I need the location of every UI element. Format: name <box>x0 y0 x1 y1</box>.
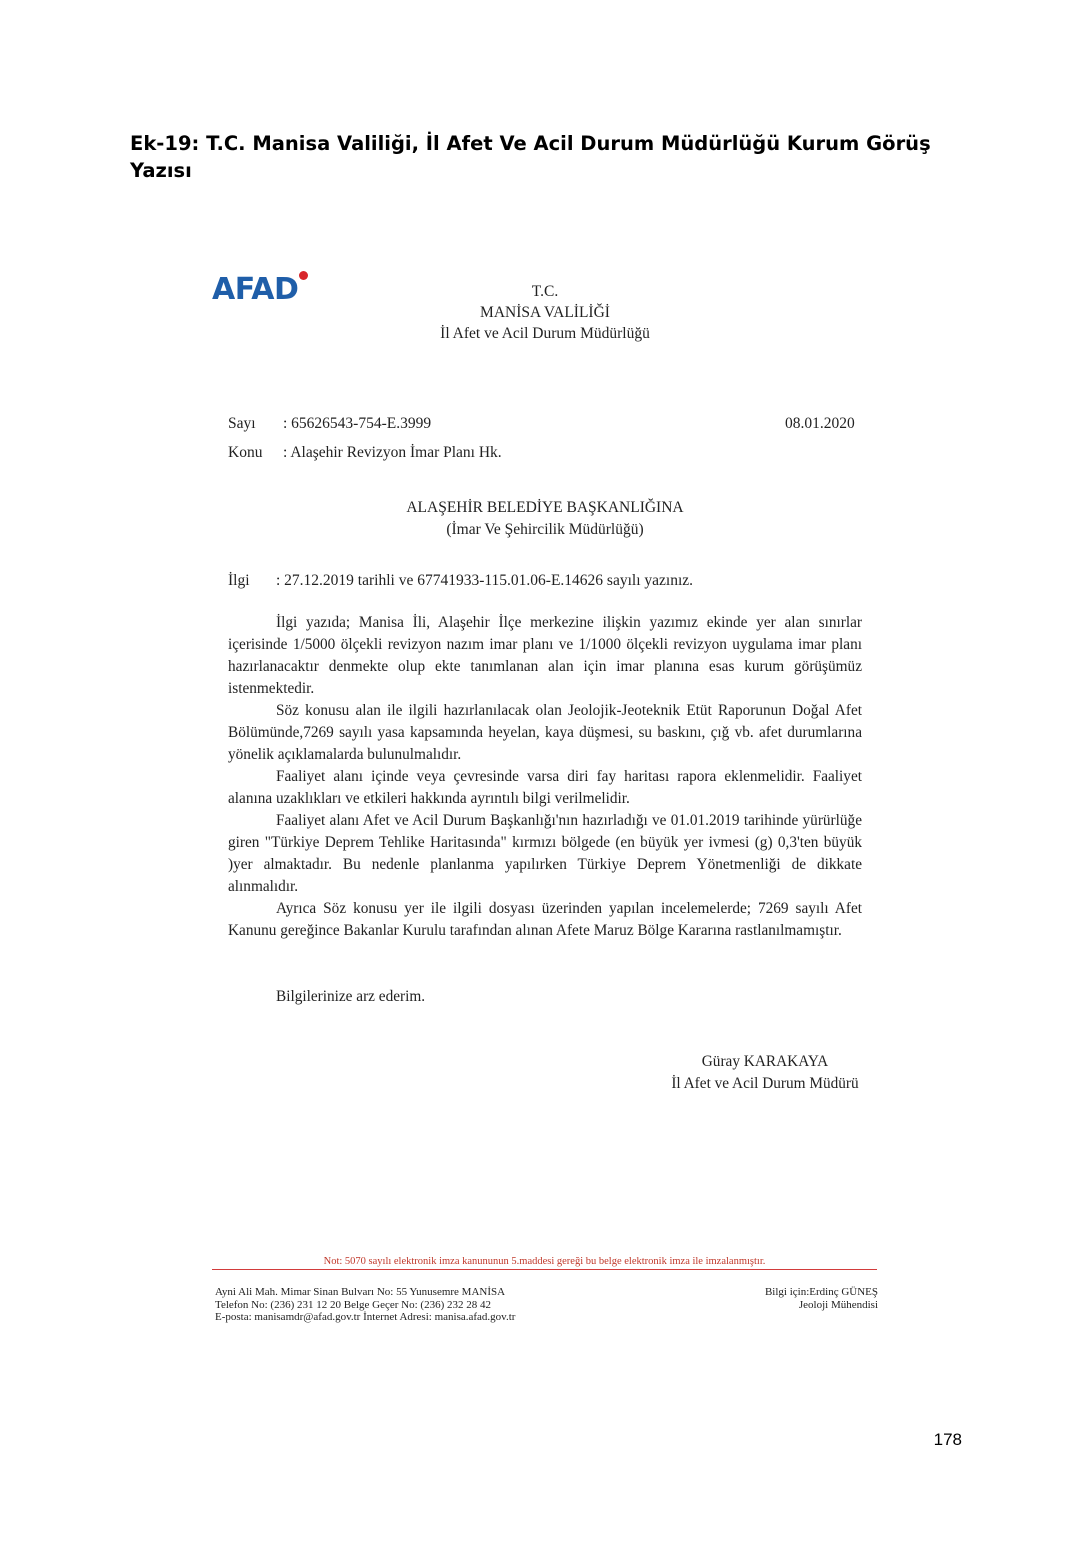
paragraph: İlgi yazıda; Manisa İli, Alaşehir İlçe merkezine ilişkin yazımız ekinde yer alan sınırlar içerisinde 1/5000 ölçekli revizyon nazım imar planı ve 1/1000 ölçekli revizyon uygulama imar planı hazırlanacaktır denmekte olup ekte tanımlanan alan için imar planına esas kurum görüşümüz istenmektedir. <box>228 614 862 697</box>
footer-contact-person <box>700 1286 878 1311</box>
footer-divider <box>212 1269 877 1270</box>
addressee <box>330 497 760 541</box>
footer-contact-info <box>215 1286 515 1324</box>
sayi-value: : 65626543-754-E.3999 <box>283 415 432 432</box>
page-heading: Ek-19: T.C. Manisa Valiliği, İl Afet Ve Acil Durum Müdürlüğü Kurum Görüş Yazısı <box>130 132 931 182</box>
letter-header <box>400 281 690 344</box>
afad-logo: AFAD <box>212 272 299 307</box>
signatory-name: Güray KARAKAYA <box>701 1053 829 1070</box>
letter-body <box>228 612 862 942</box>
ilgi-label: İlgi <box>228 572 250 589</box>
turkish-flag-icon <box>299 271 308 280</box>
addressee-line-1: ALAŞEHİR BELEDİYE BAŞKANLIĞINA <box>406 499 684 516</box>
paragraph: Söz konusu alan ile ilgili hazırlanılacak olan Jeolojik-Jeoteknik Etüt Raporunun Doğal Afet Bölümünde,7269 sayılı yasa kapsamında heyelan, kaya düşmesi, su baskını, çığ vb. afet durumlarına yönelik açıklamalarda bulunulmalıdır. <box>228 702 862 763</box>
footer-email: E-posta: manisamdr@afad.gov.tr İnternet Adresi: manisa.afad.gov.tr <box>215 1311 516 1323</box>
paragraph: Ayrıca Söz konusu yer ile ilgili dosyası üzerinden yapılan incelemelerde; 7269 sayılı Afet Kanunu gereğince Bakanlar Kurulu tarafından alınan Afete Maruz Bölge Kararına rastlanılmamıştır. <box>228 900 862 939</box>
konu-value: : Alaşehir Revizyon İmar Planı Hk. <box>283 444 502 461</box>
letter-date: 08.01.2020 <box>785 415 855 432</box>
header-line-tc: T.C. <box>531 283 559 300</box>
contact-person: Bilgi için:Erdinç GÜNEŞ <box>764 1286 878 1298</box>
ilgi-value: : 27.12.2019 tarihli ve 67741933-115.01.06-E.14626 sayılı yazınız. <box>276 572 694 589</box>
header-line-mudurluk: İl Afet ve Acil Durum Müdürlüğü <box>440 325 650 342</box>
e-signature-note: Not: 5070 sayılı elektronik imza kanununun 5.maddesi gereği bu belge elektronik imza ile imzalanmıştır. <box>323 1256 766 1267</box>
sayi-label: Sayı <box>228 415 256 432</box>
header-line-valilik: MANİSA VALİLİĞİ <box>480 304 610 321</box>
signatory-title: İl Afet ve Acil Durum Müdürü <box>671 1075 859 1092</box>
paragraph: Faaliyet alanı içinde veya çevresinde varsa diri fay haritası rapora eklenmelidir. Faaliyet alanına uzaklıkları ve etkileri hakkında ayrıntılı bilgi verilmelidir. <box>228 768 862 807</box>
page-number: 178 <box>933 1430 962 1449</box>
konu-label: Konu <box>228 444 263 461</box>
footer-phone: Telefon No: (236) 231 12 20 Belge Geçer No: (236) 232 28 42 <box>215 1298 491 1311</box>
signature-block <box>640 1051 890 1095</box>
addressee-line-2: (İmar Ve Şehircilik Müdürlüğü) <box>446 521 644 538</box>
contact-title: Jeoloji Mühendisi <box>798 1298 878 1311</box>
closing-line: Bilgilerinize arz ederim. <box>276 988 426 1005</box>
footer-address: Ayni Ali Mah. Mimar Sinan Bulvarı No: 55 Yunusemre MANİSA <box>215 1286 506 1298</box>
paragraph: Faaliyet alanı Afet ve Acil Durum Başkanlığı'nın hazırladığı ve 01.01.2019 tarihinde yürürlüğe giren "Türkiye Deprem Tehlike Haritasında" kırmızı bölgede (en büyük yer ivmesi (g) 0,3'ten büyük )yer almaktadır. Bu nedenle planlanma yapılırken Türkiye Deprem Yönetmenliği de dikkate alınmalıdır. <box>228 812 862 895</box>
